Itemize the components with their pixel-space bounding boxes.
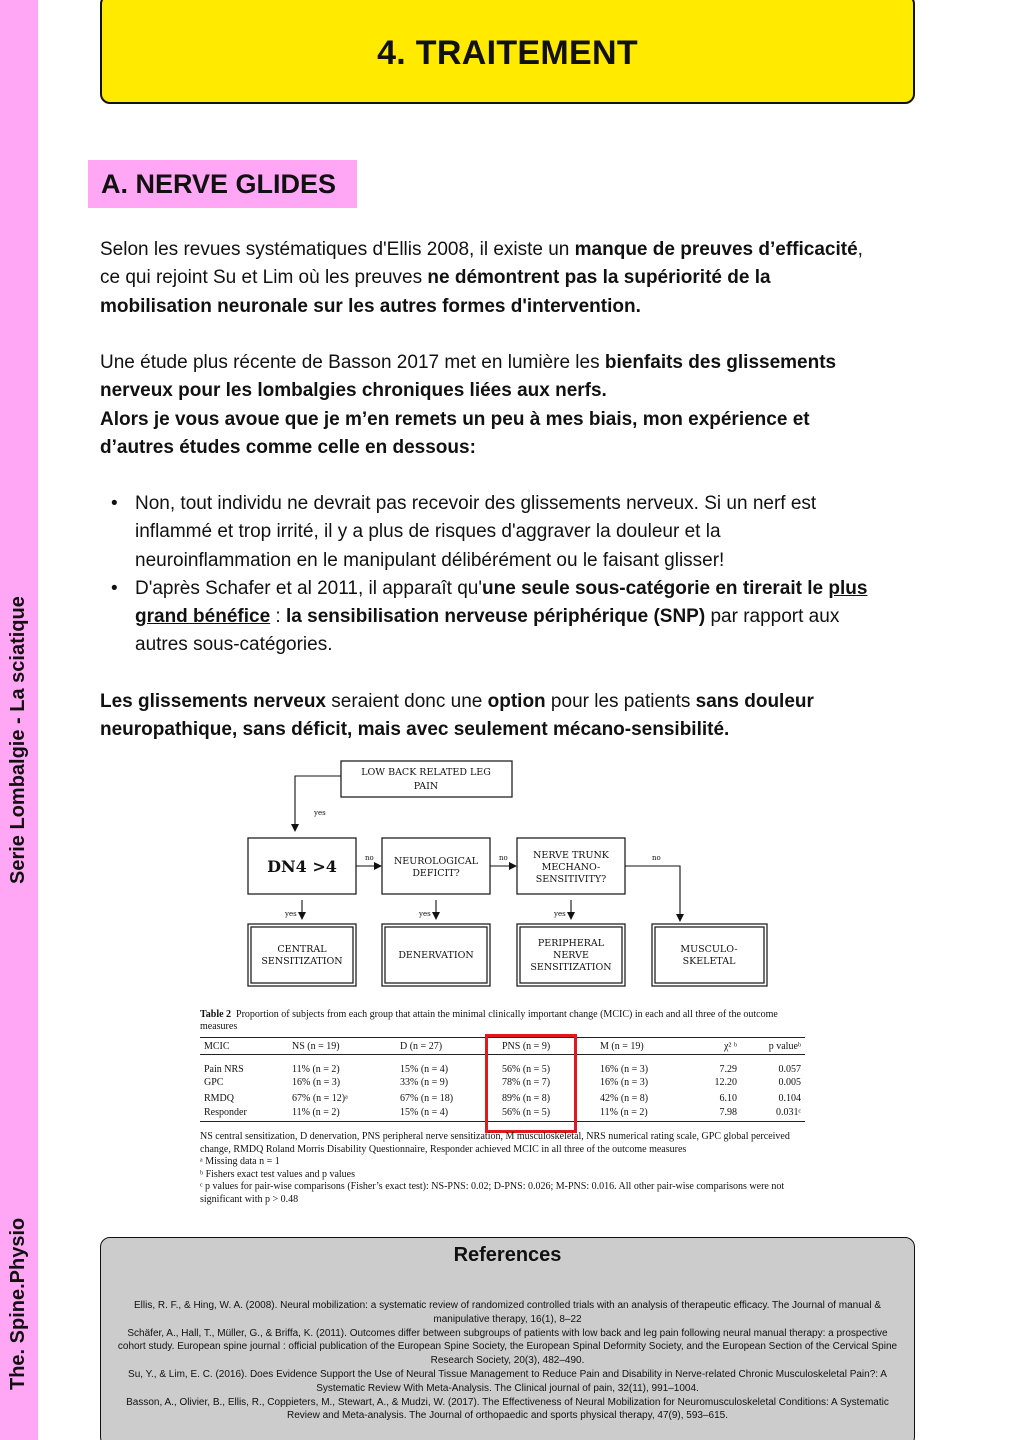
page-title: 4. TRAITEMENT (377, 33, 638, 72)
bullet-1-text: Non, tout individu ne devrait pas recevoir des glissements nerveux. Si un nerf est inflammé et trop irrité, il y a plus de risques d'aggraver la douleur et la neuroinflammation en le manipulant délibérément ou le faisant glisser! (135, 493, 817, 571)
references-box (100, 1237, 915, 1440)
table-footnote-a: ᵃ Missing data n = 1 (200, 1156, 280, 1167)
series-label: Serie Lombalgie - La sciatique (7, 596, 29, 884)
p3-bold-1: Les glissements nerveux (100, 691, 326, 712)
paragraph-basson (100, 349, 880, 462)
flow-periph-line2: NERVE (553, 950, 589, 961)
p2-bold-1: bienfaits des glissements nerveux pour les lombalgies chroniques liées aux nerfs. (100, 352, 837, 402)
flow-arrow-top (295, 776, 341, 830)
p2-bold-2: Alors je vous avoue que je m’en remets un peu à mes biais, mon expérience et d’autres études comme celle en dessous: (100, 408, 810, 458)
table-cell: Pain NRS (204, 1064, 244, 1075)
section-heading-box (88, 160, 357, 208)
flow-label-no-3: no (652, 854, 661, 862)
table-cell: 56% (n = 5) (498, 1106, 596, 1122)
paragraph-ellis (100, 236, 880, 321)
flowchart-svg (242, 750, 773, 994)
left-sidebar (0, 0, 38, 1440)
flow-label-yes-top: yes (314, 809, 326, 817)
table-cell: RMDQ (204, 1092, 235, 1104)
p3-text-1: seraient donc une (326, 691, 488, 712)
table-cell: 16% (n = 3) (600, 1064, 649, 1075)
table-cell: 12.20 (714, 1077, 737, 1089)
flow-musculo-line2: SKELETAL (682, 956, 736, 967)
table-cell: 0.104 (778, 1092, 801, 1104)
p1-bold-1: manque de preuves d’efficacité (574, 239, 858, 260)
bullet-2-underline: plus grand bénéfice (135, 577, 868, 628)
flow-dn4-text: DN4 >4 (267, 857, 337, 876)
table-cell: 16% (n = 3) (600, 1077, 649, 1089)
p1-text-2: , ce qui rejoint Su et Lim où les preuves (100, 239, 863, 289)
bullet-list (100, 490, 880, 660)
pns-highlight-box (485, 1034, 577, 1133)
brand-label: The. Spine.Physio (7, 1217, 29, 1390)
th-chi2: χ² ᵇ (691, 1038, 741, 1055)
table-footnote-c: ᶜ p values for pair-wise comparisons (Fisher’s exact test): NS-PNS: 0.02; D-PNS: 0.026; M-PNS: 0.016. All other pair-wise comparisons were not significant with p > 0.48 (200, 1181, 785, 1205)
bullet-2-bold-2: la sensibilisation nerveuse périphérique (SNP) (286, 606, 706, 628)
flow-central-line2: SENSITIZATION (261, 956, 343, 967)
p3-bold-2: option (487, 691, 546, 712)
bullet-item-2 (100, 575, 880, 660)
flow-musculo-line1: MUSCULO- (680, 944, 738, 955)
bullet-2-text-3: par rapport aux autres sous-catégories. (135, 606, 840, 656)
flow-arrow-no-3 (625, 866, 680, 920)
flow-label-yes-1: yes (285, 910, 297, 918)
bullet-2-text-1: D'après Schafer et al 2011, il apparaît qu' (135, 577, 483, 599)
table-cell: 15% (n = 4) (396, 1106, 498, 1122)
flow-neuro-line1: NEUROLOGICAL (393, 856, 479, 867)
table-footnote-main: NS central sensitization, D denervation, PNS peripheral nerve sensitization, M musculoskeletal, NRS numerical rating scale, GPC global perceived change, RMDQ Roland Morris Disability Questionnaire, Responder achieved MCIC in all three of the outcome measures (200, 1131, 790, 1155)
table-cell: 0.057 (778, 1064, 801, 1075)
table-cell: 6.10 (719, 1092, 737, 1104)
paragraph-conclusion (100, 688, 880, 745)
table-caption-label: Table 2 (200, 1009, 232, 1020)
flow-neuro-line2: DEFICIT? (412, 868, 460, 879)
reference-item: Su, Y., & Lim, E. C. (2016). Does Evidence Support the Use of Neural Tissue Management to Reduce Pain and Disability in Nerve-related Chronic Musculoskeletal Pain?: A Systematic Review With Meta-Analysis. The Clinical journal of pain, 32(11), 991–1004. (128, 1368, 887, 1394)
flow-trunk-line1: NERVE TRUNK (533, 850, 609, 861)
table-cell: 11% (n = 2) (292, 1064, 340, 1075)
bullet-2-bold-1: une seule sous-catégorie en tirerait le (482, 577, 829, 599)
results-table-figure (197, 1003, 817, 1225)
flow-label-yes-3: yes (554, 910, 566, 918)
table-cell: 33% (n = 9) (400, 1077, 449, 1089)
flow-box-central-inner (251, 927, 353, 983)
table-cell: 11% (n = 2) (596, 1106, 691, 1122)
reference-item: Ellis, R. F., & Hing, W. A. (2008). Neural mobilization: a systematic review of randomized controlled trials with an analysis of therapeutic efficacy. The Journal of manual & manipulative therapy, 16(1), 8–22 (133, 1300, 881, 1325)
flow-label-yes-2: yes (419, 910, 431, 918)
th-mcic: MCIC (200, 1038, 288, 1055)
table-caption (200, 1009, 810, 1033)
table-cell: 78% (n = 7) (502, 1077, 551, 1089)
table-cell: GPC (204, 1077, 224, 1089)
table-cell: 67% (n = 12)ᵃ (292, 1092, 348, 1104)
table-cell: 56% (n = 5) (502, 1064, 551, 1075)
th-m: M (n = 19) (596, 1038, 691, 1055)
references-list (101, 1299, 914, 1423)
table-cell: 42% (n = 8) (600, 1092, 649, 1104)
table-cell: 67% (n = 18) (400, 1092, 454, 1104)
reference-item: Schäfer, A., Hall, T., Müller, G., & Briffa, K. (2011). Outcomes differ between subgroups of patients with low back and leg pain following neural manual therapy: a prospective cohort study. European spine journal : official publication of the European Spine Society, the European Spinal Deformity Society, and the European Section of the Cervical Spine Research Society, 20(3), 482–490. (117, 1327, 898, 1367)
bullet-2-text-2: : (270, 606, 286, 628)
section-title: A. NERVE GLIDES (101, 168, 337, 199)
th-ns: NS (n = 19) (288, 1038, 396, 1055)
reference-item: Basson, A., Olivier, B., Ellis, R., Coppieters, M., Stewart, A., & Mudzi, W. (2017). The Effectiveness of Neural Mobilization for Neuromusculoskeletal Conditions: A Systematic Review and Meta-analysis. The Journal of orthopaedic and sports physical therapy, 47(9), 593–615. (126, 1396, 889, 1422)
flow-top-line2: PAIN (413, 781, 439, 792)
table-cell: 0.031ᶜ (741, 1106, 805, 1122)
th-pns: PNS (n = 9) (498, 1038, 596, 1055)
p1-bold-2: ne démontrent pas la supériorité de la mobilisation neuronale sur les autres formes d'intervention. (100, 267, 771, 317)
p3-bold-3: sans douleur neuropathique, sans déficit, mais avec seulement mécano-sensibilité. (100, 691, 814, 741)
table-cell: Responder (200, 1106, 288, 1122)
table-cell: 7.98 (691, 1106, 741, 1122)
flow-label-no-2: no (499, 854, 508, 862)
flow-trunk-line3: SENSITIVITY? (535, 874, 607, 885)
table-cell: 11% (n = 2) (288, 1106, 396, 1122)
table-cell: 7.29 (719, 1064, 737, 1075)
flow-trunk-line2: MECHANO- (541, 862, 601, 873)
bullet-item-1 (100, 490, 880, 575)
table-footnotes (200, 1131, 807, 1206)
classification-flowchart (242, 750, 773, 994)
th-pvalue: p valueᵇ (741, 1038, 805, 1055)
table-cell: 15% (n = 4) (400, 1064, 449, 1075)
table-footnote-b: ᵇ Fishers exact test values and p values (200, 1168, 355, 1180)
table-cell: 16% (n = 3) (292, 1077, 341, 1089)
references-title: References (453, 1244, 562, 1266)
flow-box-musculo-inner (655, 927, 764, 983)
flow-denervation-text: DENERVATION (398, 950, 474, 961)
flow-periph-line1: PERIPHERAL (537, 938, 605, 949)
flow-label-no-1: no (365, 854, 374, 862)
table-cell: 89% (n = 8) (502, 1092, 551, 1104)
p1-text-1: Selon les revues systématiques d'Ellis 2008, il existe un (100, 239, 575, 260)
p2-text-1: Une étude plus récente de Basson 2017 met en lumière les (100, 352, 605, 373)
table-cell: 0.005 (778, 1077, 801, 1089)
page-title-box (100, 0, 915, 104)
p3-text-2: pour les patients (545, 691, 696, 712)
flow-central-line1: CENTRAL (277, 944, 327, 955)
table-caption-text: Proportion of subjects from each group that attain the minimal clinically important change (MCIC) in each and all three of the outcome measures (200, 1009, 778, 1032)
flow-top-line1: LOW BACK RELATED LEG (361, 767, 491, 778)
flow-periph-line3: SENSITIZATION (530, 962, 612, 973)
th-d: D (n = 27) (396, 1038, 498, 1055)
